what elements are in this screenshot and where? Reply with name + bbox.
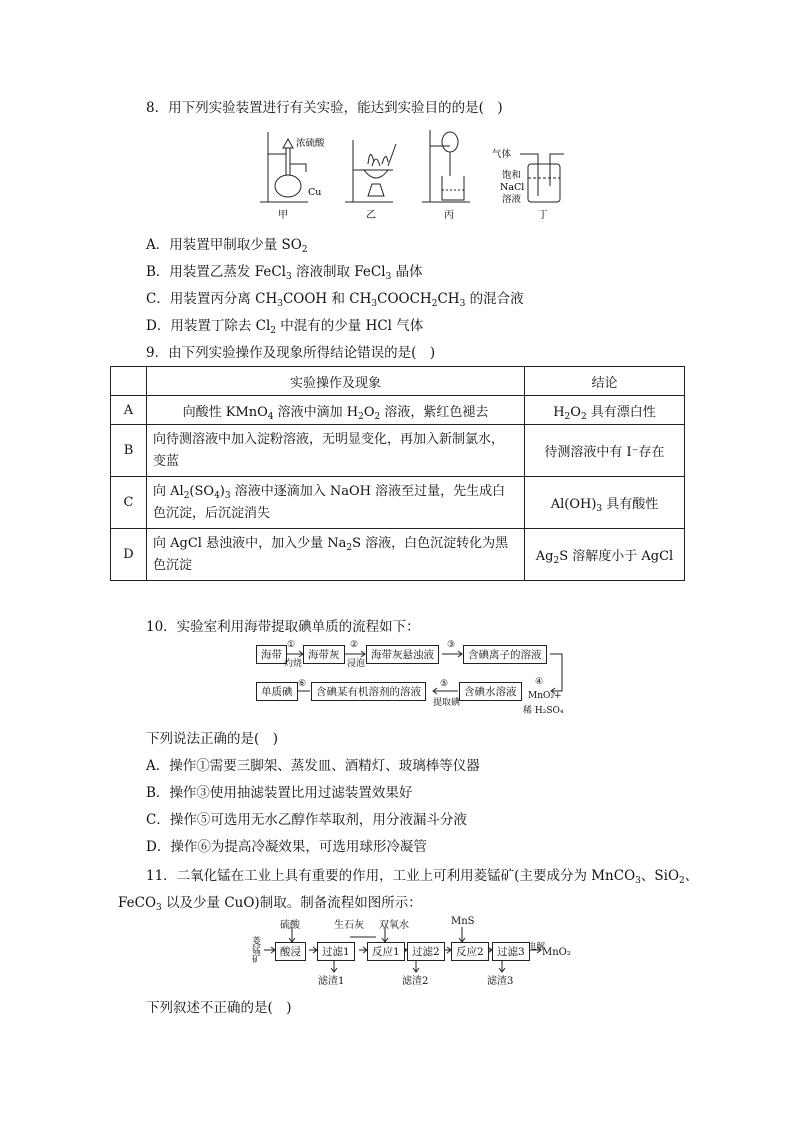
q10-option-c: C．操作⑤可选用无水乙醇作萃取剂，用分液漏斗分液 — [146, 812, 467, 828]
flow-shuangyang: 双氧水 — [379, 920, 409, 931]
flow-fanying1: 反应1 — [367, 942, 405, 961]
flow-lz3: 滤渣3 — [487, 976, 514, 987]
table-row — [111, 477, 685, 529]
step-2: ② — [350, 640, 359, 650]
flow-guolv2: 过滤2 — [407, 942, 445, 961]
step-4-label-b: 稀 H₂SO₄ — [523, 706, 564, 716]
row-conclusion: 待测溶液中有 I⁻存在 — [525, 425, 685, 477]
header-operation: 实验操作及现象 — [147, 367, 525, 396]
q11-sub: 下列叙述不正确的是( ) — [146, 1000, 292, 1016]
step-3: ③ — [447, 640, 456, 650]
flow-liusuan: 硫酸 — [280, 920, 300, 931]
label-ding: 丁 — [538, 210, 548, 221]
q9-table — [110, 366, 685, 581]
flow-dianjie: 电解 — [528, 942, 546, 952]
flow-danzhi: 单质碘 — [256, 682, 298, 701]
step-5-label: 提取碘 — [433, 698, 461, 708]
step-1: ① — [287, 640, 296, 650]
step-6: ⑥ — [298, 679, 307, 689]
q10-sub: 下列说法正确的是( ) — [146, 731, 279, 747]
flow-ore: 菱锰矿 — [252, 937, 262, 965]
flow-lz1: 滤渣1 — [318, 976, 345, 987]
flow-xuanzhuo: 海带灰悬浊液 — [366, 645, 439, 664]
header-conclusion: 结论 — [525, 367, 685, 396]
q8-option-a: A．用装置甲制取少量 $SO_2$ — [146, 237, 308, 255]
q10-option-b: B．操作③使用抽滤装置比用过滤装置效果好 — [146, 785, 413, 801]
row-letter: D — [111, 529, 147, 581]
q11-stem-line2: FeCO$_3$ 以及少量 CuO)制取。制备流程如图所示： — [118, 895, 422, 913]
row-operation: 向待测溶液中加入淀粉溶液，无明显变化，再加入新制氯水， 变蓝 — [147, 425, 525, 477]
flow-fanying2: 反应2 — [451, 942, 489, 961]
q10-stem: 10．实验室利用海带提取碘单质的流程如下： — [146, 619, 420, 635]
step-4-label-a: MnO₂+ — [528, 691, 562, 701]
row-operation: 向酸性 KMnO$_4$ 溶液中滴加 $H_2O_2$ 溶液，紫红色褪去 — [147, 396, 525, 425]
row-letter: C — [111, 477, 147, 529]
table-row — [111, 425, 685, 477]
step-2-label: 浸泡 — [347, 659, 366, 669]
q8-option-b: B．用装置乙蒸发 FeCl$_3$ 溶液制取 FeCl$_3$ 晶体 — [146, 264, 423, 282]
flow-guolv1: 过滤1 — [317, 942, 355, 961]
flow-suanjin: 酸浸 — [275, 942, 306, 961]
row-letter: B — [111, 425, 147, 477]
q9-stem: 9．由下列实验操作及现象所得结论错误的是( ) — [146, 345, 436, 361]
label-bing: 丙 — [444, 210, 454, 221]
q8-apparatus-figure — [258, 126, 568, 224]
q10-option-a: A．操作①需要三脚架、蒸发皿、酒精灯、玻璃棒等仪器 — [146, 758, 480, 774]
q8-option-d: D．用装置丁除去 $Cl_2$ 中混有的少量 HCl 气体 — [146, 318, 424, 336]
q8-option-c: C．用装置丙分离 $CH_3COOH$ 和 $CH_3COOCH_2CH_3$ 的混合液 — [146, 291, 524, 309]
table-header-row — [111, 367, 685, 396]
q11-stem-line1: 11．二氧化锰在工业上具有重要的作用，工业上可利用菱锰矿(主要成分为 MnCO$_3$、SiO$_2$、 — [146, 868, 699, 886]
table-row — [111, 529, 685, 581]
label-rongye: 溶液 — [502, 194, 522, 205]
step-5: ⑤ — [440, 679, 449, 689]
flow-shuirongye: 含碘水溶液 — [459, 682, 522, 701]
flow-shenghui: 生石灰 — [334, 920, 364, 931]
row-conclusion: $Al(OH)_3$ 具有酸性 — [525, 477, 685, 529]
row-operation: 向 $Al_2(SO_4)_3$ 溶液中逐滴加入 NaOH 溶液至过量，先生成白 色沉淀，后沉淀消失 — [147, 477, 525, 529]
q10-option-d: D．操作⑥为提高冷凝效果，可选用球形冷凝管 — [146, 839, 427, 855]
label-nacl: NaCl — [500, 182, 525, 193]
q8-stem: 8．用下列实验装置进行有关实验，能达到实验目的的是( ) — [146, 100, 503, 116]
label-cu: Cu — [308, 187, 322, 198]
label-nonghuasuan: 浓硫酸 — [296, 138, 325, 149]
flow-haidaihui: 海带灰 — [303, 645, 345, 664]
row-conclusion: $H_2O_2$ 具有漂白性 — [525, 396, 685, 425]
table-row — [111, 396, 685, 425]
label-qiti: 气体 — [492, 149, 512, 160]
row-operation: 向 AgCl 悬浊液中，加入少量 $Na_2S$ 溶液，白色沉淀转化为黑 色沉淀 — [147, 529, 525, 581]
step-4: ④ — [535, 677, 544, 687]
flow-guolv3: 过滤3 — [492, 942, 530, 961]
label-yi: 乙 — [366, 210, 376, 221]
label-jia: 甲 — [278, 210, 288, 221]
flow-lz2: 滤渣2 — [402, 976, 429, 987]
flow-hanyi-lizi: 含碘离子的溶液 — [463, 645, 547, 664]
step-1-label: 灼烧 — [284, 659, 303, 669]
row-letter: A — [111, 396, 147, 425]
flow-haidai: 海带 — [256, 645, 287, 664]
row-conclusion: $Ag_2S$ 溶解度小于 AgCl — [525, 529, 685, 581]
flow-mno2: MnO₂ — [542, 947, 571, 958]
label-baohe: 饱和 — [502, 170, 522, 181]
header-empty — [111, 367, 147, 396]
flow-mns: MnS — [451, 916, 475, 927]
flow-youji: 含碘某有机溶剂的溶液 — [311, 682, 426, 701]
